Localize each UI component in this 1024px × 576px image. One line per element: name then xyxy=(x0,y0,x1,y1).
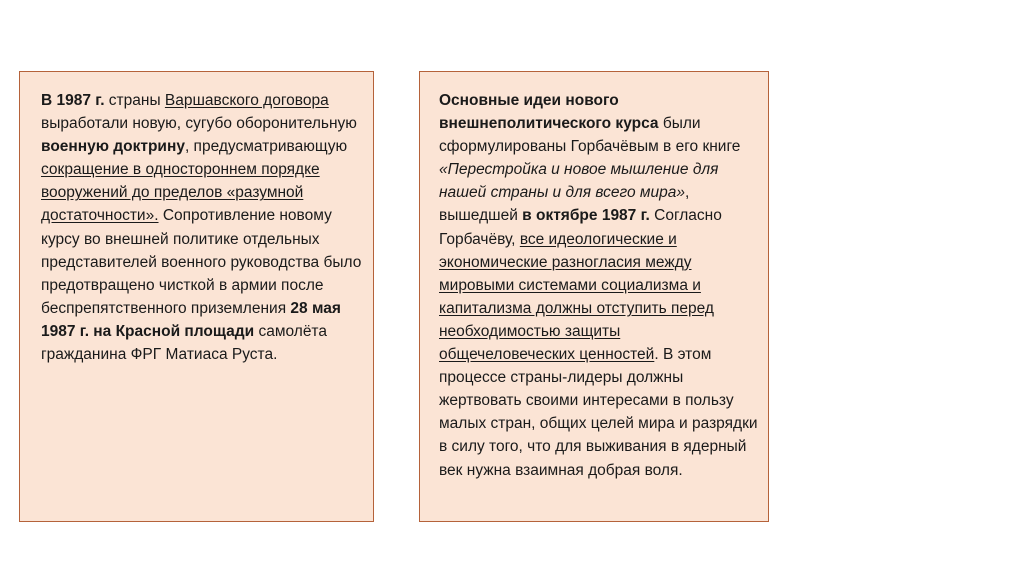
warsaw-pact-phrase: Варшавского договора xyxy=(164,92,329,109)
military-doctrine-phrase: военную доктрину xyxy=(41,138,185,156)
text-segment: , вышедшей xyxy=(439,184,690,225)
right-panel-paragraph xyxy=(439,89,760,482)
right-text-panel xyxy=(419,71,769,522)
text-segment: Сопротивление новому курсу во внешней политике отдельных представителей военного руководства было предотвращено чисткой в армии после беспрепятственного приземления xyxy=(41,207,362,317)
text-segment: выработали новую, сугубо оборонительную xyxy=(41,115,357,133)
text-segment: страны xyxy=(104,92,165,109)
arms-reduction-phrase: сокращение в одностороннем порядке вооружений до пределов «разумной достаточности». xyxy=(41,161,320,225)
left-text-panel xyxy=(19,71,374,522)
text-segment: Согласно Горбачёву, xyxy=(439,207,722,248)
october-1987-phrase: в октябре 1987 г. xyxy=(522,207,650,225)
text-segment: , предусматривающую xyxy=(184,138,348,156)
main-ideas-phrase: Основные идеи нового внешнеполитического курса xyxy=(439,92,659,133)
ideological-differences-phrase: все идеологические и экономические разногласия между мировыми системами социализма и капитализма должны отступить перед необходимостью защиты общечеловеческих ценностей xyxy=(439,230,714,364)
book-title: «Перестройка и новое мышление для нашей страны и для всего мира» xyxy=(439,161,719,202)
left-panel-paragraph xyxy=(41,89,365,366)
text-segment: были сформулированы Горбачёвым в его книге xyxy=(439,115,741,156)
date-1987: В 1987 г. xyxy=(41,92,105,109)
landing-date-phrase: 28 мая 1987 г. на Красной площади xyxy=(41,299,341,340)
text-segment: . В этом процессе страны-лидеры должны жертвовать своими интересами в пользу малых стран, общих целей мира и разрядки в силу того, что для выживания в ядерный век нужна взаимная добрая воля. xyxy=(439,346,758,479)
text-segment: самолёта гражданина ФРГ Матиаса Руста. xyxy=(41,322,327,364)
